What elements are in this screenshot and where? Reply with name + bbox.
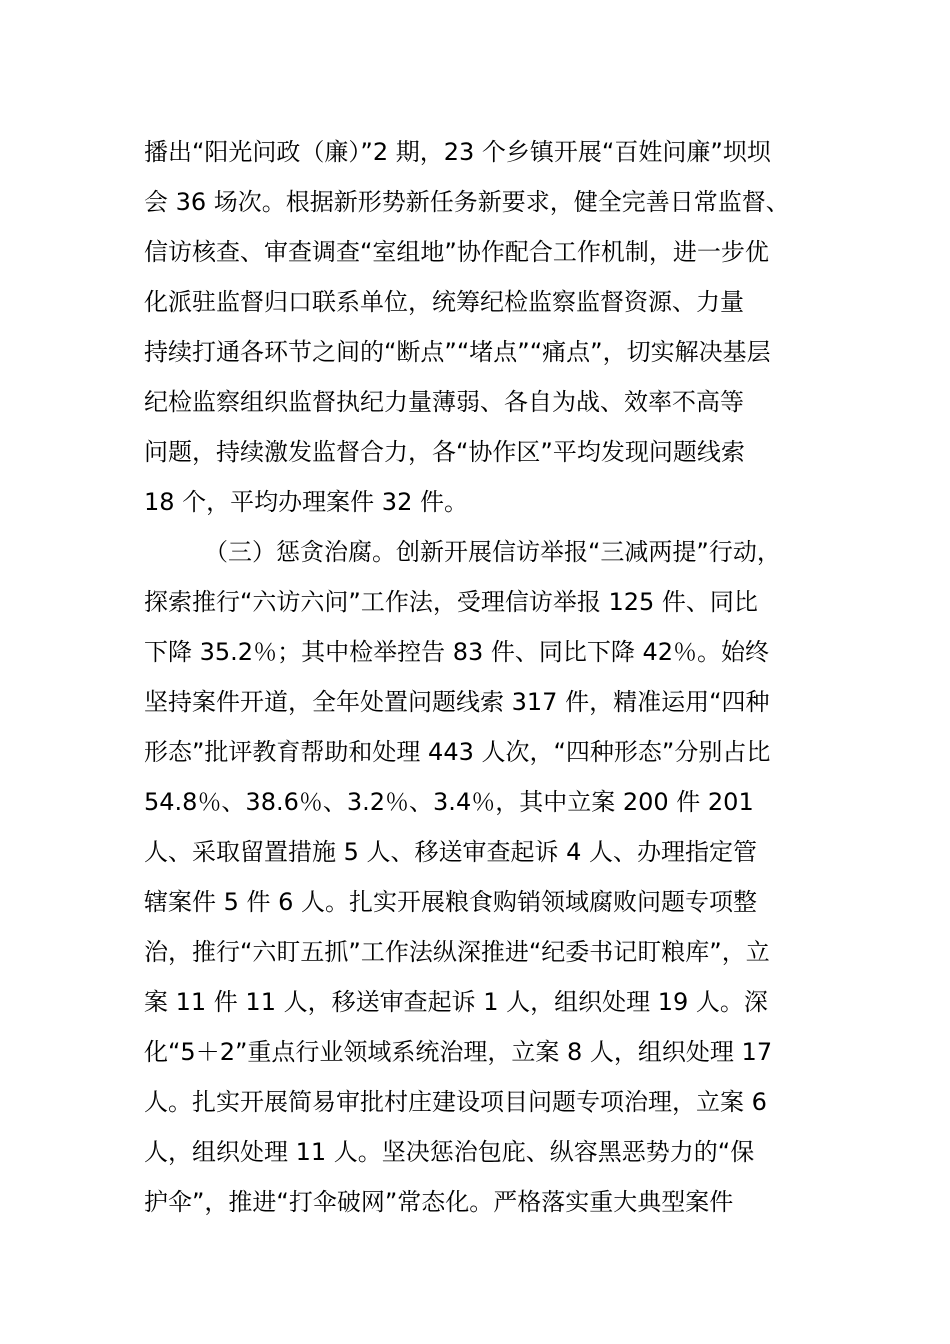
text-line: 18 个，平均办理案件 32 件。 (144, 488, 468, 516)
text-line: 纪检监察组织监督执纪力量薄弱、各自为战、效率不高等 (144, 388, 744, 416)
body-text (144, 127, 814, 1227)
text-line: 治，推行“六盯五抓”工作法纵深推进“纪委书记盯粮库”，立 (144, 938, 770, 966)
text-line: 护伞”，推进“打伞破网”常态化。严格落实重大典型案件 (144, 1188, 734, 1216)
text-line: 54.8％、38.6％、3.2％、3.4％，其中立案 200 件 201 (144, 788, 754, 816)
text-line: 案 11 件 11 人，移送审查起诉 1 人，组织处理 19 人。深 (144, 988, 768, 1016)
text-line: 形态”批评教育帮助和处理 443 人次，“四种形态”分别占比 (144, 738, 771, 766)
text-line: 探索推行“六访六问”工作法，受理信访举报 125 件、同比 (144, 588, 758, 616)
section-heading-line: （三）惩贪治腐。创新开展信访举报“三减两提”行动， (204, 538, 781, 566)
text-line: 播出“阳光问政（廉）”2 期，23 个乡镇开展“百姓问廉”坝坝 (144, 138, 771, 166)
text-line: 问题，持续激发监督合力，各“协作区”平均发现问题线索 (144, 438, 745, 466)
text-line: 化“5＋2”重点行业领域系统治理，立案 8 人，组织处理 17 (144, 1038, 773, 1066)
text-line: 人、采取留置措施 5 人、移送审查起诉 4 人、办理指定管 (144, 838, 758, 866)
text-line: 会 36 场次。根据新形势新任务新要求，健全完善日常监督、 (144, 188, 790, 216)
text-line: 辖案件 5 件 6 人。扎实开展粮食购销领域腐败问题专项整 (144, 888, 758, 916)
text-line: 下降 35.2％；其中检举控告 83 件、同比下降 42％。始终 (144, 638, 770, 666)
text-line: 化派驻监督归口联系单位，统筹纪检监察监督资源、力量 (144, 288, 744, 316)
text-line: 持续打通各环节之间的“断点”“堵点”“痛点”，切实解决基层 (144, 338, 771, 366)
text-line: 信访核查、审查调查“室组地”协作配合工作机制，进一步优 (144, 238, 769, 266)
text-line: 人，组织处理 11 人。坚决惩治包庇、纵容黑恶势力的“保 (144, 1138, 755, 1166)
text-line: 坚持案件开道，全年处置问题线索 317 件，精准运用“四种 (144, 688, 770, 716)
text-line: 人。扎实开展简易审批村庄建设项目问题专项治理，立案 6 (144, 1088, 767, 1116)
